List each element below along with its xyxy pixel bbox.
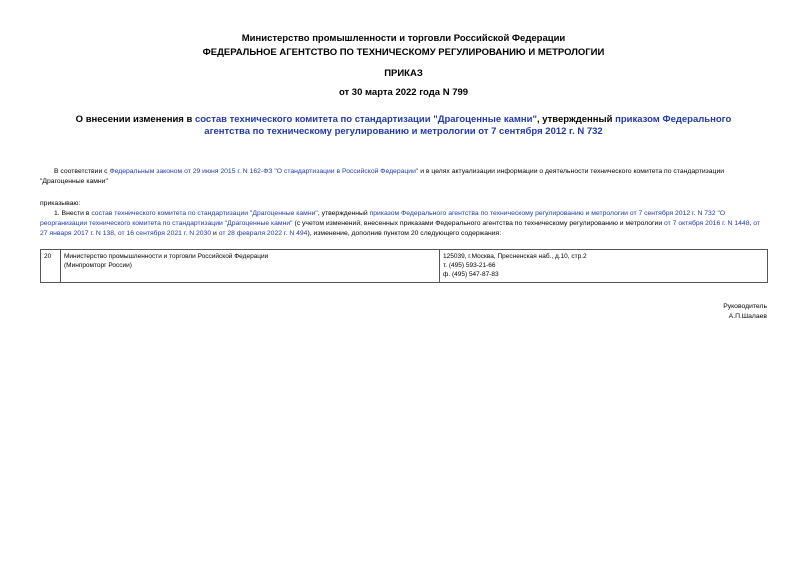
table-row bbox=[41, 250, 768, 283]
item1-text-7: ), изменение, дополнив пунктом 20 следующего содержания: bbox=[307, 230, 502, 237]
organization-cell bbox=[61, 250, 440, 283]
item1-link-order-732[interactable]: приказом Федерального агентства по техническому регулированию и метрологии от 7 сентября 2012 г. N 732 "О реорганизации технического комитета по стандартизации "Драгоценные камни" bbox=[40, 210, 726, 227]
row-number-cell: 20 bbox=[41, 250, 61, 283]
title-text-2: , утвержденный bbox=[536, 114, 616, 125]
order-word: приказываю: bbox=[40, 200, 81, 207]
signature-position: Руководитель bbox=[723, 303, 767, 310]
item1-text-4: , bbox=[749, 220, 754, 227]
preamble-text-1: В соответствии с bbox=[54, 168, 110, 175]
item1-link-order-1448[interactable]: от 7 октября 2016 г. N 1448 bbox=[664, 220, 750, 227]
address-text: 125039, г.Москва, Пресненская наб., д.10, стр.2 bbox=[443, 253, 587, 260]
ministry-heading: Министерство промышленности и торговли Российской Федерации bbox=[241, 33, 566, 44]
item1-text-6: и bbox=[211, 230, 219, 237]
doc-type-heading: ПРИКАЗ bbox=[384, 68, 423, 79]
item1-text-1: 1. Внести в bbox=[54, 210, 92, 217]
organization-short-name: (Минпромторг России) bbox=[64, 262, 132, 269]
title-link-order-732[interactable]: приказом Федерального агентства по техническому регулированию и метрологии от 7 сентября 2012 г. N 732 bbox=[204, 114, 732, 137]
phone-text: т. (495) 593-21-66 bbox=[443, 262, 496, 269]
amendment-table bbox=[40, 249, 768, 283]
date-number-heading: от 30 марта 2022 года N 799 bbox=[338, 87, 469, 98]
contacts-cell bbox=[440, 250, 768, 283]
item1-link-order-2030[interactable]: от 16 сентября 2021 г. N 2030 bbox=[117, 230, 212, 237]
preamble-link-federal-law[interactable]: Федеральным законом от 29 июня 2015 г. N 162-ФЗ "О стандартизации в Российской Федерации" bbox=[109, 168, 419, 175]
item1-link-order-138[interactable]: от 27 января 2017 г. N 138 bbox=[40, 220, 761, 237]
title-text-1: О внесении изменения в bbox=[75, 114, 195, 125]
preamble-paragraph bbox=[40, 167, 768, 187]
signature-name: А.П.Шалаев bbox=[728, 313, 767, 320]
item1-text-2: , утвержденный bbox=[317, 210, 370, 217]
fax-text: ф. (495) 547-87-83 bbox=[443, 271, 499, 278]
item1-text-5: , bbox=[114, 230, 118, 237]
item1-text-3: (с учетом изменений, внесенных приказами Федерального агентства по техническому регулированию и метрологии bbox=[292, 220, 665, 227]
title-link-committee[interactable]: состав технического комитета по стандартизации "Драгоценные камни" bbox=[194, 114, 537, 125]
document-title bbox=[60, 114, 747, 138]
item-1-paragraph bbox=[40, 209, 768, 239]
preamble-text-2: и в целях актуализации информации о деятельности технического комитета по стандартизации "Драгоценные камни" bbox=[40, 168, 725, 185]
item1-link-order-494[interactable]: от 28 февраля 2022 г. N 494 bbox=[218, 230, 308, 237]
item1-link-committee[interactable]: состав технического комитета по стандартизации "Драгоценные камни" bbox=[91, 210, 318, 217]
organization-name: Министерство промышленности и торговли Российской Федерации bbox=[64, 253, 269, 260]
agency-heading: ФЕДЕРАЛЬНОЕ АГЕНТСТВО ПО ТЕХНИЧЕСКОМУ РЕГУЛИРОВАНИЮ И МЕТРОЛОГИИ bbox=[202, 47, 605, 58]
